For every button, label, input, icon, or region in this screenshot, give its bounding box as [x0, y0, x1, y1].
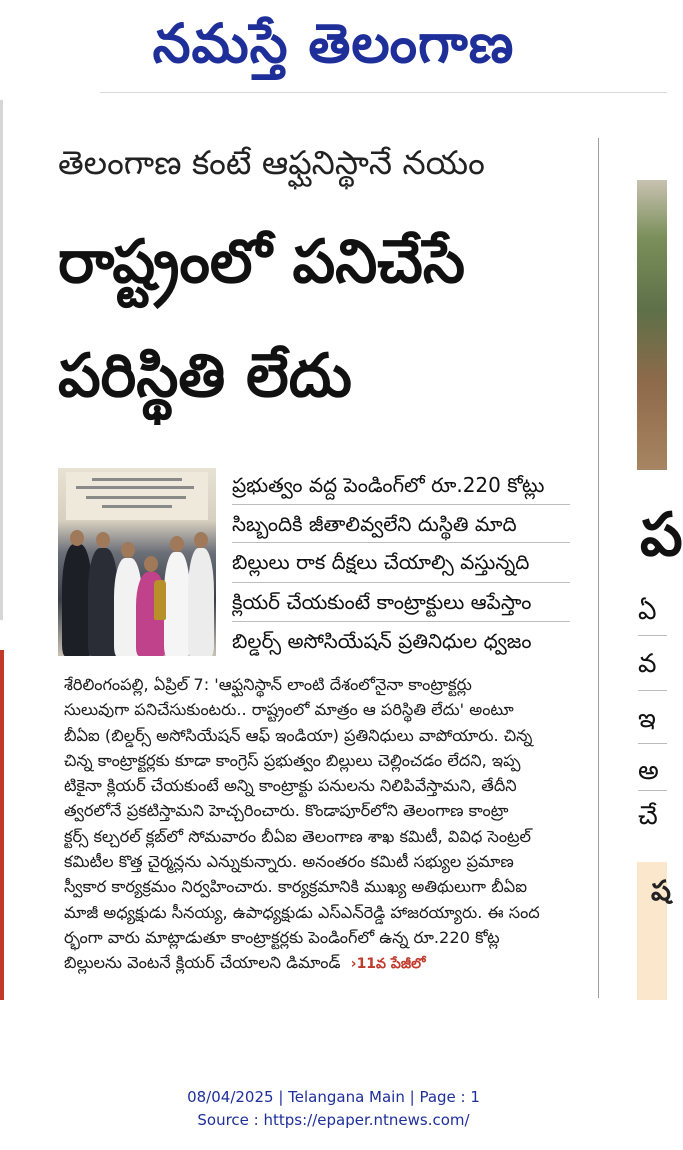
continued-on-page-link[interactable]: ›11వ పేజీలో	[350, 956, 426, 973]
highlight-point: బిల్డర్స్ అసోసియేషన్ ప్రతినిధుల ధ్వజం	[232, 629, 532, 653]
highlight-divider	[232, 504, 570, 505]
body-line: సులువుగా పనిచేసుకుంటరు.. రాష్ట్రంలో మాత్రం ఆ పరిస్థితి లేదు' అంటూ	[64, 700, 514, 720]
footer-source[interactable]: Source : https://epaper.ntnews.com/	[197, 1111, 470, 1129]
adjacent-box-fragment: ష	[651, 874, 671, 907]
body-line: స్వీకార కార్యక్రమం నిర్వహించారు. కార్యక్రమానికి ముఖ్య అతిథులుగా బీఏఐ	[64, 877, 527, 897]
body-line: బీఏఐ (బిల్డర్స్ అసోసియేషన్ ఆఫ్ ఇండియా) ప్రతినిధులు వాపోయారు. చిన్న	[64, 725, 533, 745]
body-line: శేరిలింగంపల్లి, ఏప్రిల్ 7: 'ఆఫ్ఘనిస్థాన్ లాంటి దేశంలోనైనా కాంట్రాక్టర్లు	[64, 675, 472, 694]
trophy-icon	[154, 580, 166, 620]
adjacent-point-fragment: అ	[638, 756, 659, 786]
adjacent-divider	[638, 790, 667, 791]
column-rule	[598, 138, 599, 998]
highlight-divider	[232, 542, 570, 543]
article-body	[64, 672, 576, 976]
adjacent-point-fragment: ఏ	[638, 596, 657, 626]
body-line: బిల్లులను వెంటనే క్లియర్ చేయాలని డిమాండ్	[64, 953, 341, 973]
footer-edition-info: 08/04/2025 | Telangana Main | Page : 1	[187, 1088, 480, 1106]
masthead	[0, 0, 667, 88]
adjacent-point-fragment: చే	[638, 801, 658, 831]
headline-line-2: పరిస్థితి లేదు	[58, 341, 352, 411]
highlight-divider	[232, 621, 570, 622]
adjacent-point-fragment: వ	[638, 649, 657, 679]
footer-date: 08/04/2025	[187, 1088, 274, 1106]
left-page-accent	[0, 650, 4, 1000]
body-line: కమిటీల కొత్త చైర్మన్లను ఎన్నుకున్నారు. అనంతరం కమిటీ సభ్యుల ప్రమాణ	[64, 852, 514, 872]
adjacent-point-fragment: ఇ	[638, 704, 656, 734]
highlight-point: బిల్లులు రాక దీక్షలు చేయాల్సి వస్తున్నది	[232, 550, 530, 574]
adjacent-divider	[638, 743, 667, 744]
adjacent-divider	[638, 690, 667, 691]
highlight-point: క్లియర్ చేయకుంటే కాంట్రాక్టులు ఆపేస్తాం	[232, 590, 532, 614]
adjacent-divider	[638, 635, 667, 636]
body-line: మాజీ అధ్యక్షుడు సీనయ్య, ఉపాధ్యక్షుడు ఎస్‌ఎన్‌రెడ్డి హాజరయ్యారు. ఈ సంద	[64, 902, 540, 922]
body-line: చిన్న కాంట్రాక్టర్లకు కూడా కాంగ్రెస్ ప్రభుత్వం బిల్లులు చెల్లించడం లేదని, ఇప్ప	[64, 750, 521, 770]
body-line: ర్భంగా వారు మాట్లాడుతూ కాంట్రాక్టర్లకు పెండింగ్‌లో ఉన్న రూ.220 కోట్ల	[64, 927, 500, 947]
article-photo	[58, 468, 216, 656]
left-page-edge	[0, 100, 3, 620]
headline-line-1: రాష్ట్రంలో పనిచేసే	[58, 227, 465, 297]
adjacent-article-photo	[637, 180, 667, 470]
masthead-rule	[100, 92, 667, 93]
newspaper-logo: నమస్తే తెలంగాణ	[152, 12, 515, 75]
article-kicker: తెలంగాణ కంటే ఆఫ్ఘనిస్థానే నయం	[58, 143, 485, 182]
body-line: టికైనా క్లియర్ చేయకుంటే అన్ని కాంట్రాక్టు పనులను నిలిపివేస్తామని, తేదీని	[64, 776, 517, 796]
highlight-divider	[232, 582, 570, 583]
photo-backdrop-banner	[66, 472, 208, 520]
highlight-point: సిబ్బందికి జీతాలివ్వలేని దుస్థితి మాది	[232, 512, 517, 536]
highlight-point: ప్రభుత్వం వద్ద పెండింగ్‌లో రూ.220 కోట్లు	[232, 473, 545, 497]
footer-edition: Telangana Main	[288, 1088, 405, 1106]
body-line: త్వరలోనే ప్రకటిస్తామని హెచ్చరించారు. కొండాపూర్‌లోని తెలంగాణ కాంట్రా	[64, 801, 509, 821]
body-line-last	[64, 950, 576, 975]
adjacent-headline-fragment: ప	[640, 500, 683, 570]
adjacent-highlight-box	[637, 862, 671, 1000]
footer-page: Page : 1	[419, 1088, 480, 1106]
body-line: క్టర్స్ కల్చరల్ క్లబ్‌లో సోమవారం బీఏఐ తెలంగాణ శాఖ కమిటీ, వివిధ సెంట్రల్	[64, 826, 532, 846]
